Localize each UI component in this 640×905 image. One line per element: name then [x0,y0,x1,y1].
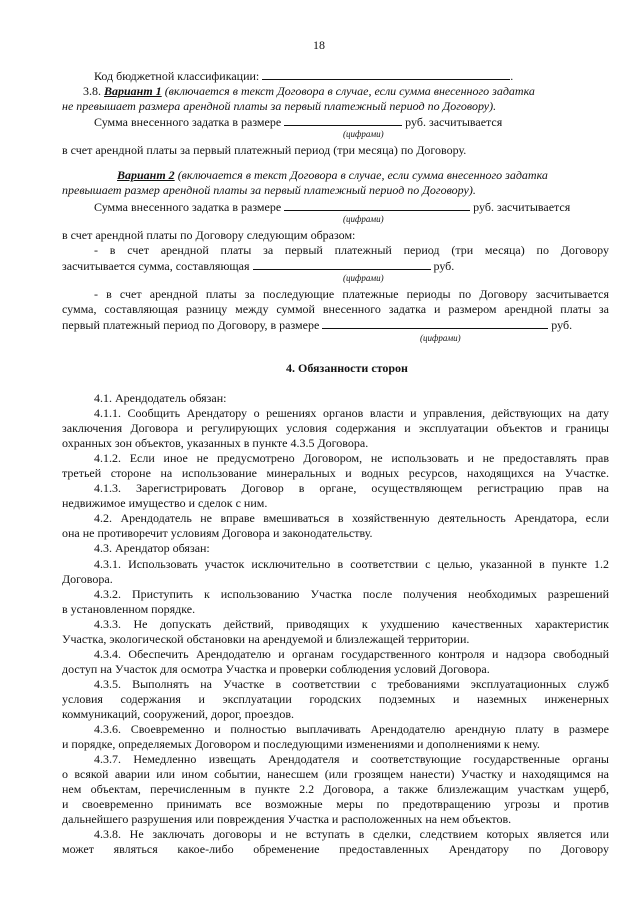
variant2-first-period-b [62,258,454,274]
variant2-next-c [62,317,572,333]
s4-line-2: заключения Договора и регулирующих условия содержания и эксплуатации объектов и границы [62,421,609,435]
budget-code-label: Код бюджетной классификации: [94,69,260,83]
s4-line-7: недвижимое имущество и сделок с ним. [62,496,268,510]
variant2-next-label: первый платежный период по Договору, в размере [62,318,320,332]
variant1-amount-line [94,114,502,130]
variant1-amount-label: Сумма внесенного задатка в размере [94,115,282,129]
budget-code-end: . [510,69,514,83]
s4-line-27: и своевременно принимать все возможные меры по предотвращению угрозы и против [62,797,609,811]
s4-line-3: охранных зон объектов, указанных в пункте 4.3.5 Договора. [62,436,369,450]
variant2-credit-line: в счет арендной платы по Договору следующим образом: [62,228,356,242]
variant2-next-blank[interactable] [322,317,548,329]
s4-line-22: 4.3.6. Своевременно и полностью выплачивать Арендодателю арендную плату в размере [94,722,609,736]
page-number: 18 [313,38,325,52]
variant2-amount-line [94,199,570,215]
variant2-digits-hint: (цифрами) [343,214,384,224]
s4-line-25: о всякой аварии или ином событии, нанесшем (или грозящем нанести) Участку и находящимся на [62,767,609,781]
s4-line-28: дальнейшего разрушения или повреждения Участка и расположенных на нем объектов. [62,812,512,826]
variant2-title: Вариант 2 [117,168,175,182]
s4-line-16: Участка, экологической обстановки на арендуемой и близлежащей территории. [62,632,470,646]
s4-line-21: коммуникаций, сооружений, дорог, проездов. [62,707,295,721]
variant1-amount-blank[interactable] [284,114,402,126]
variant2-heading-line [117,168,609,183]
s4-line-5: третьей стороне на использование минеральных и водных ресурсов, находящихся на Участке. [62,466,609,480]
section4-heading: 4. Обязанности сторон [286,361,408,375]
variant2-next-hint: (цифрами) [420,333,461,343]
variant2-amount-label: Сумма внесенного задатка в размере [94,200,282,214]
variant2-amount-suffix: руб. засчитывается [473,200,571,214]
s4-line-13: 4.3.2. Приступить к использованию Участка после получения необходимых разрешений [94,587,609,601]
variant1-title: Вариант 1 [104,84,162,98]
variant2-note-b: превышает размер арендной платы за первый платежный период по Договору). [62,183,476,197]
variant2-first-period-a: - в счет арендной платы за первый платежный период (три месяца) по Договору [94,243,609,257]
budget-code-blank[interactable] [262,68,510,80]
variant2-next-b: сумма, составляющая разницу между суммой внесенного задатка и размером арендной платы за [62,302,609,316]
s4-line-10: 4.3. Арендатор обязан: [94,541,210,555]
s4-line-14: в установленном порядке. [62,602,196,616]
variant2-amount-blank[interactable] [284,199,470,211]
variant2-next-a: - в счет арендной платы за последующие платежные периоды по Договору засчитывается [94,287,609,301]
s4-line-20: условия содержания и эксплуатации городских подземных и наземных инженерных [62,692,609,706]
s4-line-26: нем объектам, перечисленным в пункте 2.2 Договора, а также близлежащим участкам ущерб, [62,782,609,796]
budget-code-line [94,68,513,84]
s4-line-23: и порядке, определяемых Договором и последующими изменениями и дополнениями к нему. [62,737,540,751]
s4-line-9: она не противоречит условиям Договора и законодательству. [62,526,373,540]
variant2-next-suffix: руб. [551,318,573,332]
variant1-amount-suffix: руб. засчитывается [405,115,503,129]
s4-line-0: 4.1. Арендодатель обязан: [94,391,227,405]
variant2-note-a: (включается в текст Договора в случае, если сумма внесенного задатка [177,168,548,182]
variant2-first-blank[interactable] [253,258,431,270]
variant2-first-label: засчитывается сумма, составляющая [62,259,250,273]
variant2-first-hint: (цифрами) [343,273,384,283]
s4-line-18: доступ на Участок для осмотра Участка и проверки соблюдения условий Договора. [62,662,490,676]
variant2-first-suffix: руб. [433,259,455,273]
s4-line-29: 4.3.8. Не заключать договоры и не вступать в сделки, следствием которых является или [94,827,609,841]
s4-line-12: Договора. [62,572,113,586]
s4-line-6: 4.1.3. Зарегистрировать Договор в органе, осуществляющем регистрацию прав на [94,481,609,495]
s4-line-30: может являться какое-либо обременение предоставленных Арендатору по Договору [62,842,609,856]
s4-line-11: 4.3.1. Использовать участок исключительно в соответствии с целью, указанной в пункте 1.2 [94,557,609,571]
variant1-tail: в счет арендной платы за первый платежный период (три месяца) по Договору. [62,143,467,157]
s4-line-15: 4.3.3. Не допускать действий, приводящих к ухудшению качественных характеристик [94,617,609,631]
s4-line-24: 4.3.7. Немедленно извещать Арендодателя и соответствующие государственные органы [94,752,609,766]
s4-line-1: 4.1.1. Сообщить Арендатору о решениях органов власти и управления, действующих на дату [94,406,609,420]
variant1-note-b: не превышает размера арендной платы за первый платежный период по Договору). [62,99,497,113]
clause-number: 3.8. [83,84,101,98]
s4-line-19: 4.3.5. Выполнять на Участке в соответствии с требованиями эксплуатационных служб [94,677,609,691]
s4-line-8: 4.2. Арендодатель не вправе вмешиваться в хозяйственную деятельность Арендатора, если [94,511,609,525]
s4-line-17: 4.3.4. Обеспечить Арендодателю и органам государственного контроля и надзора свободный [94,647,609,661]
variant1-note-a: (включается в текст Договора в случае, если сумма внесенного задатка [164,84,535,98]
s4-line-4: 4.1.2. Если иное не предусмотрено Договором, не использовать и не предоставлять прав [94,451,609,465]
variant1-heading-line [83,84,609,99]
variant1-digits-hint: (цифрами) [343,129,384,139]
